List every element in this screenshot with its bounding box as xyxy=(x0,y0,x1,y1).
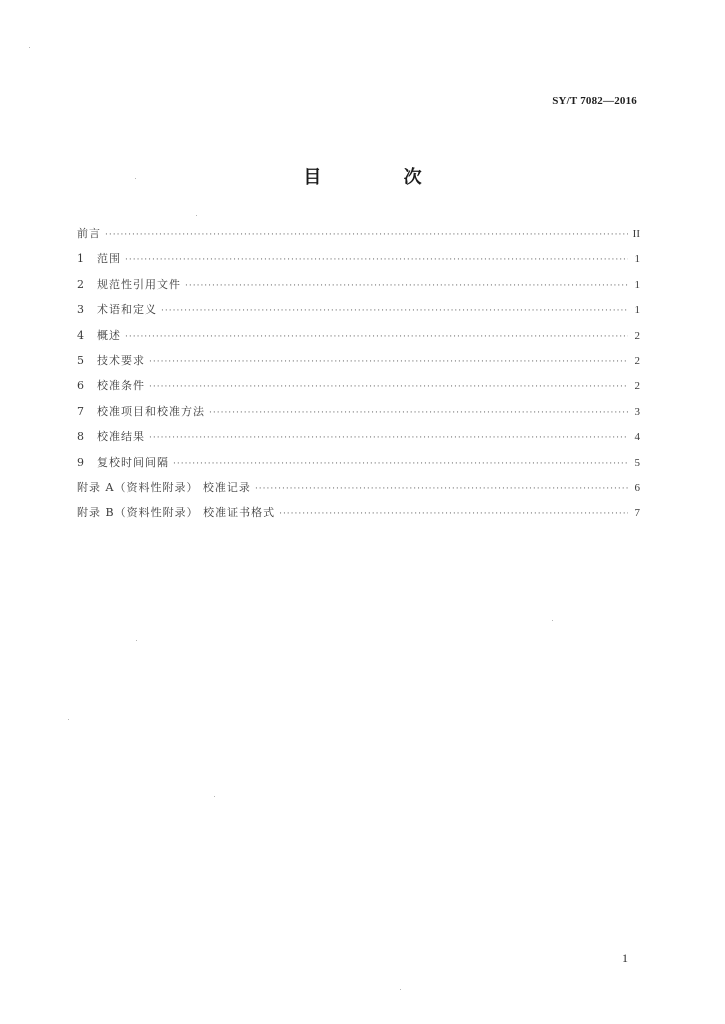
toc-entry-number: 1 xyxy=(77,252,84,266)
scan-speck xyxy=(136,640,137,641)
toc-entry-label: 术语和定义 xyxy=(97,303,157,317)
toc-leader-dots xyxy=(255,481,628,497)
toc-entry-appendix-a[interactable] xyxy=(77,480,640,505)
toc-leader-dots xyxy=(209,405,628,421)
table-of-contents xyxy=(77,226,640,531)
toc-leader-dots xyxy=(161,303,628,319)
scan-speck xyxy=(552,620,553,621)
toc-entry-terms-definitions[interactable] xyxy=(77,302,640,327)
toc-leader-dots xyxy=(185,278,628,294)
scan-speck xyxy=(400,989,401,990)
toc-entry-page: 2 xyxy=(634,354,640,367)
toc-entry-number: 5 xyxy=(77,353,84,367)
toc-entry-number: 2 xyxy=(77,277,84,291)
toc-entry-calibration-conditions[interactable] xyxy=(77,378,640,403)
toc-entry-number: 3 xyxy=(77,303,84,317)
standard-code: SY/T 7082—2016 xyxy=(552,95,637,107)
scan-speck xyxy=(68,719,69,720)
scan-speck xyxy=(29,47,30,48)
toc-entry-label: 前言 xyxy=(77,227,101,240)
toc-entry-scope[interactable] xyxy=(77,251,640,276)
toc-entry-page: 2 xyxy=(634,329,640,342)
toc-entry-label: 附录 B（资料性附录） 校准证书格式 xyxy=(77,506,276,520)
toc-entry-number: 9 xyxy=(77,455,84,469)
toc-entry-number: 7 xyxy=(77,404,84,418)
toc-entry-overview[interactable] xyxy=(77,328,640,353)
toc-entry-label: 校准条件 xyxy=(97,379,145,393)
toc-entry-technical-requirements[interactable] xyxy=(77,353,640,378)
scan-speck xyxy=(135,178,136,179)
toc-entry-page: 2 xyxy=(634,380,640,393)
toc-entry-page: II xyxy=(632,228,640,240)
toc-entry-page: 3 xyxy=(634,405,640,418)
toc-entry-number: 8 xyxy=(77,430,84,444)
toc-leader-dots xyxy=(149,430,628,446)
scan-speck xyxy=(196,215,197,216)
toc-entry-page: 5 xyxy=(634,456,640,469)
toc-leader-dots xyxy=(125,252,628,268)
toc-entry-page: 1 xyxy=(634,278,640,291)
toc-entry-page: 1 xyxy=(634,304,640,317)
toc-entry-label: 附录 A（资料性附录） 校准记录 xyxy=(77,480,251,494)
toc-entry-recalibration-interval[interactable] xyxy=(77,455,640,480)
toc-entry-page: 4 xyxy=(634,431,640,444)
toc-entry-foreword[interactable] xyxy=(77,226,640,251)
toc-leader-dots xyxy=(279,506,628,522)
toc-leader-dots xyxy=(125,329,628,345)
toc-title: 目 次 xyxy=(303,167,460,188)
toc-entry-label: 概述 xyxy=(97,328,121,342)
toc-leader-dots xyxy=(149,354,628,370)
page-number: 1 xyxy=(622,951,628,965)
toc-entry-number: 6 xyxy=(77,379,84,393)
toc-entry-normative-references[interactable] xyxy=(77,277,640,302)
toc-leader-dots xyxy=(149,379,628,395)
toc-entry-label: 校准项目和校准方法 xyxy=(97,404,205,418)
toc-entry-label: 校准结果 xyxy=(97,430,145,444)
toc-leader-dots xyxy=(105,227,628,243)
toc-leader-dots xyxy=(173,456,628,472)
toc-entry-calibration-items-methods[interactable] xyxy=(77,404,640,429)
toc-entry-label: 技术要求 xyxy=(97,353,145,367)
toc-entry-page: 7 xyxy=(634,507,640,520)
toc-entry-label: 规范性引用文件 xyxy=(97,277,181,291)
toc-entry-number: 4 xyxy=(77,328,84,342)
toc-entry-label: 范围 xyxy=(97,252,121,266)
scan-speck xyxy=(214,796,215,797)
toc-entry-page: 1 xyxy=(634,253,640,266)
toc-entry-appendix-b[interactable] xyxy=(77,505,640,530)
toc-entry-calibration-results[interactable] xyxy=(77,429,640,454)
toc-entry-label: 复校时间间隔 xyxy=(97,455,169,469)
toc-entry-page: 6 xyxy=(634,481,640,494)
